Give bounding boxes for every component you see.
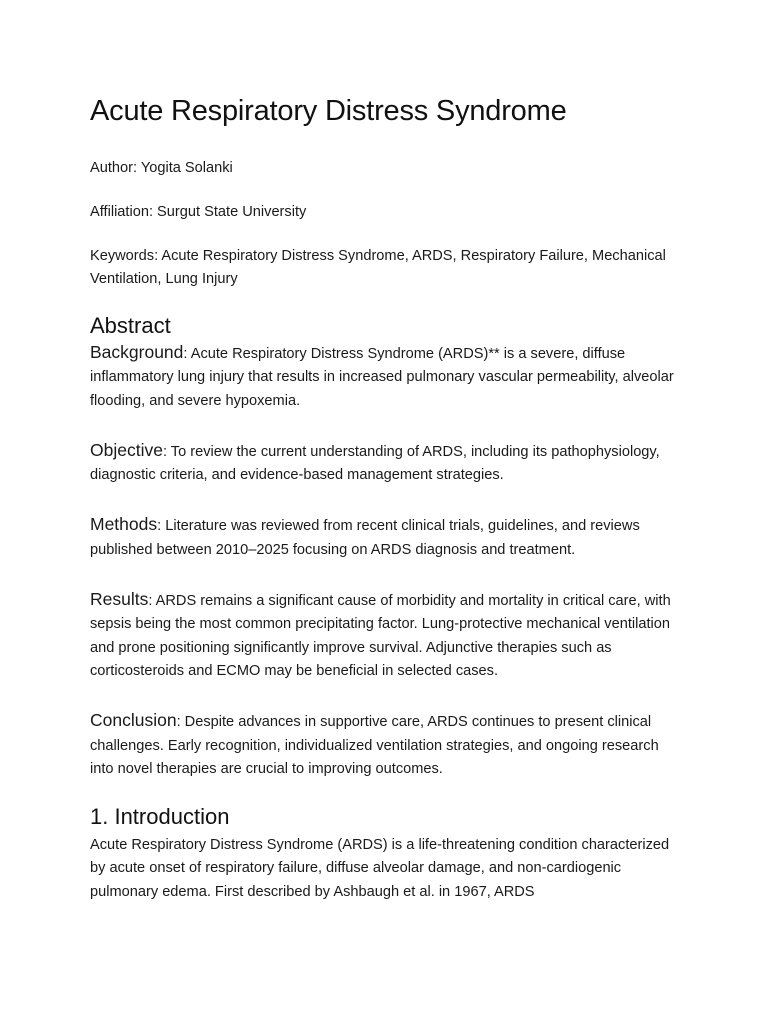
abstract-heading: Abstract — [90, 313, 171, 338]
abstract-background — [90, 341, 680, 413]
affiliation-line: Affiliation: Surgut State University — [90, 204, 307, 220]
background-label: Background — [90, 342, 184, 362]
abstract-results — [90, 588, 680, 683]
objective-label: Objective — [90, 439, 163, 460]
methods-label: Methods — [90, 514, 158, 535]
keywords-line: Keywords: Acute Respiratory Distress Syndrome, ARDS, Respiratory Failure, Mechanical Ventilation, Lung Injury — [90, 248, 666, 287]
objective-text: : To review the current understanding of ARDS, including its pathophysiology, diagnostic criteria, and evidence-based management strategies. — [90, 443, 660, 484]
author-line: Author: Yogita Solanki — [90, 160, 233, 176]
paper-title: Acute Respiratory Distress Syndrome — [90, 95, 567, 127]
results-text: : ARDS remains a significant cause of morbidity and mortality in critical care, with sepsis being the most common precipitating factor. Lung-protective mechanical ventilation and prone positioning significantly improve survival. Adjunctive therapies such as corticosteroids and ECMO may be beneficial in selected cases. — [90, 593, 671, 679]
results-label: Results — [90, 589, 149, 610]
methods-text: : Literature was reviewed from recent clinical trials, guidelines, and reviews published between 2010–2025 focusing on ARDS diagnosis and treatment. — [90, 518, 640, 558]
introduction-paragraph: Acute Respiratory Distress Syndrome (ARDS) is a life-threatening condition characterized by acute onset of respiratory failure, diffuse alveolar damage, and non-cardiogenic pulmonary edema. First described by Ashbaugh et al. in 1967, ARDS — [90, 837, 670, 900]
introduction-heading: 1. Introduction — [90, 804, 230, 830]
background-text: : Acute Respiratory Distress Syndrome (ARDS)** is a severe, diffuse inflammatory lung injury that results in increased pulmonary vascular permeability, alveolar flooding, and severe hypoxemia. — [90, 346, 674, 409]
conclusion-text: : Despite advances in supportive care, ARDS continues to present clinical challenges. Early recognition, individualized ventilation strategies, and ongoing research into novel therapies are crucial to improving outcomes. — [90, 714, 659, 777]
conclusion-label: Conclusion — [90, 710, 177, 731]
abstract-conclusion — [90, 709, 680, 781]
abstract-objective — [90, 439, 680, 488]
abstract-methods — [90, 513, 680, 562]
